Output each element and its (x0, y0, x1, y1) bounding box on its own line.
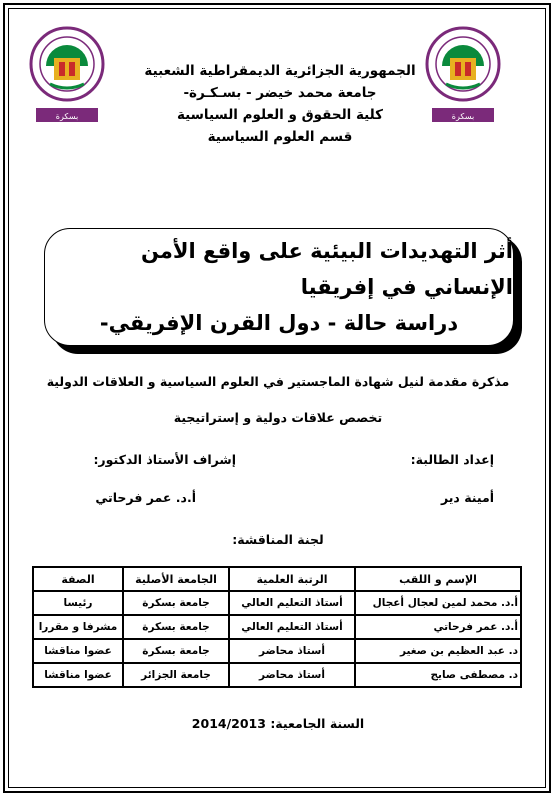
university-logo-left (28, 22, 106, 132)
committee-header-university: الجامعة الأصلية (123, 567, 229, 591)
member-rank: أستاذ التعليم العالي (229, 591, 355, 615)
prepared-by-label: إعداد الطالبة: (410, 452, 494, 467)
member-name: د. مصطفى صايج (355, 663, 521, 687)
institution-header (120, 60, 440, 148)
member-name: د. عبد العظيم بن صغير (355, 639, 521, 663)
member-rank: أستاذ التعليم العالي (229, 615, 355, 639)
svg-text:بسكرة: بسكرة (55, 112, 79, 121)
member-university: جامعة بسكرة (123, 591, 229, 615)
table-row (33, 663, 521, 687)
committee-header-name: الإسم و اللقب (355, 567, 521, 591)
member-university: جامعة الجزائر (123, 663, 229, 687)
committee-header-rank: الرتبة العلمية (229, 567, 355, 591)
table-row (33, 591, 521, 615)
svg-text:بسكرة: بسكرة (451, 112, 475, 121)
academic-year-label: السنة الجامعية: (270, 716, 365, 731)
member-role: مشرفا و مقررا (33, 615, 123, 639)
supervisor-label: إشراف الأستاذ الدكتور: (93, 452, 236, 467)
committee-header-row (33, 567, 521, 591)
member-role: عضوا مناقشا (33, 639, 123, 663)
committee-header-role: الصفة (33, 567, 123, 591)
member-university: جامعة بسكرة (123, 615, 229, 639)
committee-title: لجنة المناقشة: (232, 532, 324, 547)
header-department: قسم العلوم السياسية (207, 129, 353, 145)
thesis-specialty-line: تخصص علاقات دولية و إستراتيجية (173, 410, 383, 425)
supervisor-name: أ.د. عمر فرحاتي (95, 490, 196, 505)
academic-year-value: 2014/2013 (191, 716, 266, 731)
thesis-title-line2: دراسة حالة - دول القرن الإفريقي- (99, 311, 459, 335)
university-emblem-icon (31, 28, 103, 100)
header-university: جامعة محمد خيضر - بسـكـرة- (183, 85, 377, 101)
thesis-degree-line: مذكرة مقدمة لنيل شهادة الماجستير في العلوم السياسية و العلاقات الدولية (46, 374, 510, 389)
student-name: أمينة دير (440, 490, 494, 505)
table-row (33, 615, 521, 639)
member-rank: أستاذ محاضر (229, 639, 355, 663)
table-row (33, 639, 521, 663)
member-rank: أستاذ محاضر (229, 663, 355, 687)
thesis-title-box (44, 228, 514, 346)
academic-year (0, 716, 556, 731)
member-name: أ.د. محمد لمين لعجال أعجال (355, 591, 521, 615)
member-role: رئيسا (33, 591, 123, 615)
committee-table (32, 566, 522, 688)
member-role: عضوا مناقشا (33, 663, 123, 687)
member-university: جامعة بسكرة (123, 639, 229, 663)
thesis-title-line1: أثر التهديدات البيئية على واقع الأمن الإنساني في إفريقيا (140, 239, 513, 299)
header-republic: الجمهورية الجزائرية الديمقراطية الشعبية (144, 63, 416, 79)
header-faculty: كلية الحقوق و العلوم السياسية (176, 107, 384, 123)
member-name: أ.د. عمر فرحاتي (355, 615, 521, 639)
